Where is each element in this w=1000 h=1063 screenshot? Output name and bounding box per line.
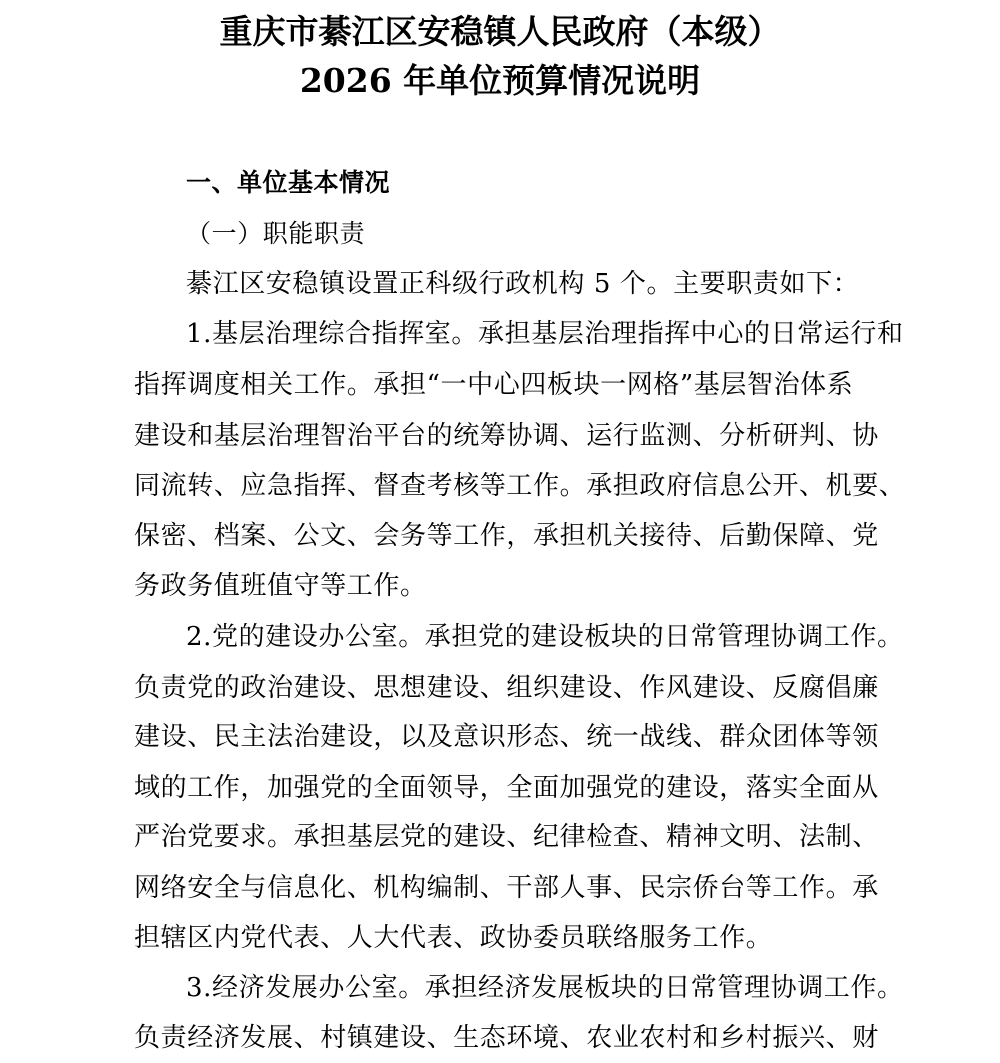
paragraph-line: 负责经济发展、村镇建设、生态环境、农业农村和乡村振兴、财 (134, 1023, 879, 1053)
subsection-heading: （一）职能职责 (186, 219, 366, 248)
paragraph-line: 建设、民主法治建设，以及意识形态、统一战线、群众团体等领 (134, 722, 879, 752)
section-heading: 一、单位基本情况 (186, 168, 391, 197)
paragraph-line: 3.经济发展办公室。承担经济发展板块的日常管理协调工作。 (186, 973, 904, 1003)
paragraph-line: 担辖区内党代表、人大代表、政协委员联络服务工作。 (134, 923, 773, 953)
paragraph-line: 指挥调度相关工作。承担“一中心四板块一网格”基层智治体系 (134, 370, 854, 400)
paragraph-line: 2.党的建设办公室。承担党的建设板块的日常管理协调工作。 (186, 622, 904, 652)
paragraph-line: 保密、档案、公文、会务等工作，承担机关接待、后勤保障、党 (134, 521, 879, 551)
paragraph-line: 同流转、应急指挥、督查考核等工作。承担政府信息公开、机要、 (134, 471, 906, 501)
paragraph-line: 严治党要求。承担基层党的建设、纪律检查、精神文明、法制、 (134, 822, 879, 852)
paragraph-line: 建设和基层治理智治平台的统筹协调、运行监测、分析研判、协 (134, 421, 879, 451)
intro-paragraph: 綦江区安稳镇设置正科级行政机构 5 个。主要职责如下： (186, 269, 860, 299)
paragraph-line: 1.基层治理综合指挥室。承担基层治理指挥中心的日常运行和 (186, 319, 904, 349)
paragraph-line: 务政务值班值守等工作。 (134, 571, 427, 601)
document-title-line-1: 重庆市綦江区安稳镇人民政府（本级） (219, 12, 781, 51)
paragraph-line: 域的工作，加强党的全面领导，全面加强党的建设，落实全面从 (134, 773, 879, 803)
paragraph-line: 负责党的政治建设、思想建设、组织建设、作风建设、反腐倡廉 (134, 673, 879, 703)
document-title-line-2: 2026 年单位预算情况说明 (299, 61, 701, 100)
paragraph-line: 网络安全与信息化、机构编制、干部人事、民宗侨台等工作。承 (134, 873, 879, 903)
